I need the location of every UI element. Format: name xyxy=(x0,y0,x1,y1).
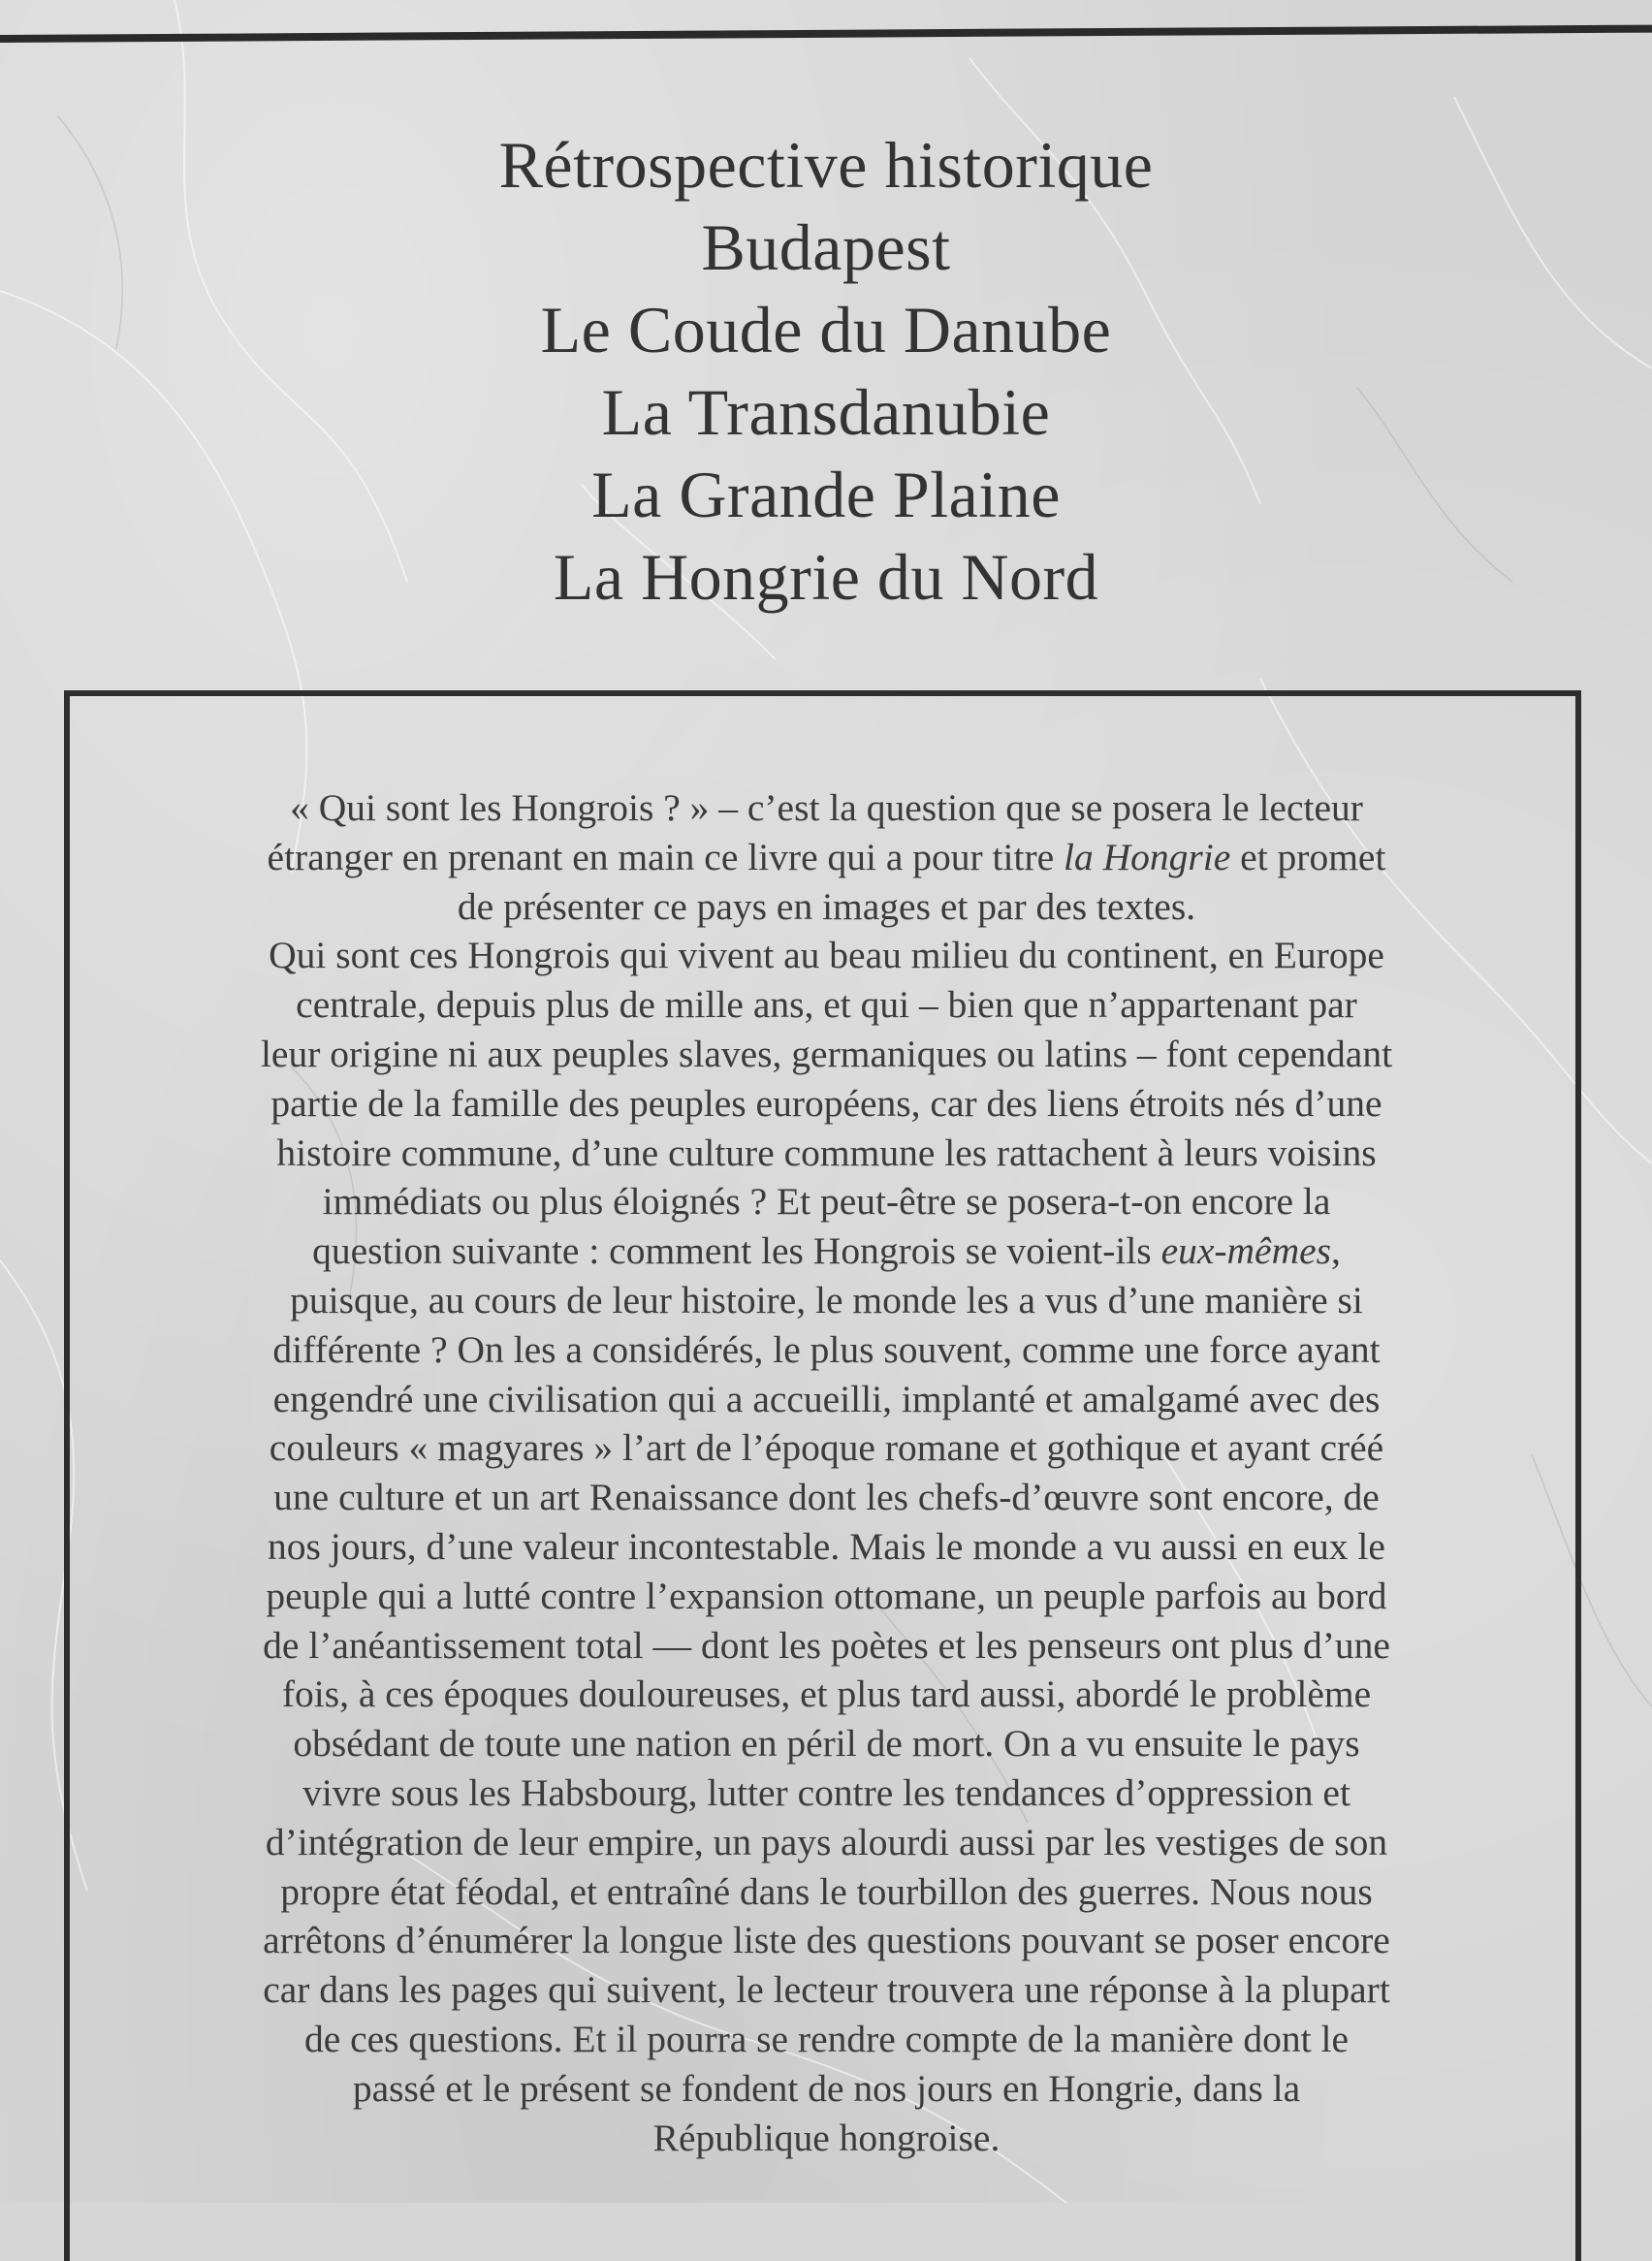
intro-paragraph xyxy=(107,783,1546,2162)
text-line: « Qui sont les Hongrois ? » – c’est la question que se posera le lecteur xyxy=(290,786,1363,829)
chapter-list xyxy=(0,124,1652,619)
text-line: couleurs « magyares » l’art de l’époque romane et gothique et ayant créé xyxy=(269,1426,1384,1470)
text-line: puisque, au cours de leur histoire, le monde les a vus d’une manière si xyxy=(290,1278,1363,1322)
text-line: centrale, depuis plus de mille ans, et qui – bien que n’appartenant par xyxy=(296,983,1357,1027)
text-line: une culture et un art Renaissance dont les chefs-d’œuvre sont encore, de xyxy=(273,1476,1380,1519)
text-line: car dans les pages qui suivent, le lecteur trouvera une réponse à la plupart xyxy=(263,1968,1390,2012)
text-line: Qui sont ces Hongrois qui vivent au beau milieu du continent, en Europe xyxy=(269,934,1384,977)
text-line: obsédant de toute une nation en péril de mort. On a vu ensuite le pays xyxy=(293,1722,1360,1766)
chapter-title: Rétrospective historique xyxy=(498,128,1154,202)
text-line: République hongroise. xyxy=(652,2116,1001,2159)
text-line: d’intégration de leur empire, un pays alourdi aussi par les vestiges de son xyxy=(265,1820,1388,1863)
text-line: vivre sous les Habsbourg, lutter contre les tendances d’oppression et xyxy=(302,1770,1350,1814)
text-line: peuple qui a lutté contre l’expansion ottomane, un peuple parfois au bord xyxy=(266,1574,1387,1617)
chapter-title: La Grande Plaine xyxy=(591,458,1061,531)
text-line: différente ? On les a considérés, le plus souvent, comme une force ayant xyxy=(272,1327,1381,1371)
text-line: leur origine ni aux peuples slaves, germaniques ou latins – font cependant xyxy=(260,1032,1393,1075)
italic-title: la Hongrie xyxy=(1064,835,1231,878)
chapter-title: La Hongrie du Nord xyxy=(553,540,1099,614)
text-line: fois, à ces époques douloureuses, et plus tard aussi, abordé le problème xyxy=(281,1672,1372,1716)
text-line: de présenter ce pays en images et par des textes. xyxy=(457,884,1196,928)
chapter-title: Budapest xyxy=(701,210,951,284)
text-line: nos jours, d’une valeur incontestable. Mais le monde a vu aussi en eux le xyxy=(268,1524,1385,1568)
chapter-title: Le Coude du Danube xyxy=(540,293,1112,366)
text-line: histoire commune, d’une culture commune les rattachent à leurs voisins xyxy=(276,1130,1377,1174)
text-line: immédiats ou plus éloignés ? Et peut-être se posera-t-on encore la xyxy=(322,1180,1331,1224)
italic-title: eux-mêmes xyxy=(1160,1229,1332,1273)
text-line: engendré une civilisation qui a accueilli, implanté et amalgamé avec des xyxy=(272,1377,1381,1420)
text-line: passé et le présent se fondent de nos jours en Hongrie, dans la xyxy=(352,2066,1301,2110)
text-line: de l’anéantissement total — dont les poètes et les penseurs ont plus d’une xyxy=(263,1623,1390,1667)
text-line: étranger en prenant en main ce livre qui a pour titre la Hongrie et promet xyxy=(267,835,1386,878)
text-line: arrêtons d’énumérer la longue liste des questions pouvant se poser encore xyxy=(263,1919,1390,1962)
text-line: question suivante : comment les Hongrois se voient-ils eux-mêmes, xyxy=(312,1229,1341,1273)
text-line: de ces questions. Et il pourra se rendre compte de la manière dont le xyxy=(303,2017,1350,2060)
text-line: propre état féodal, et entraîné dans le tourbillon des guerres. Nous nous xyxy=(280,1869,1373,1913)
chapter-title: La Transdanubie xyxy=(601,375,1051,449)
text-line: partie de la famille des peuples européens, car des liens étroits nés d’une xyxy=(270,1081,1382,1125)
